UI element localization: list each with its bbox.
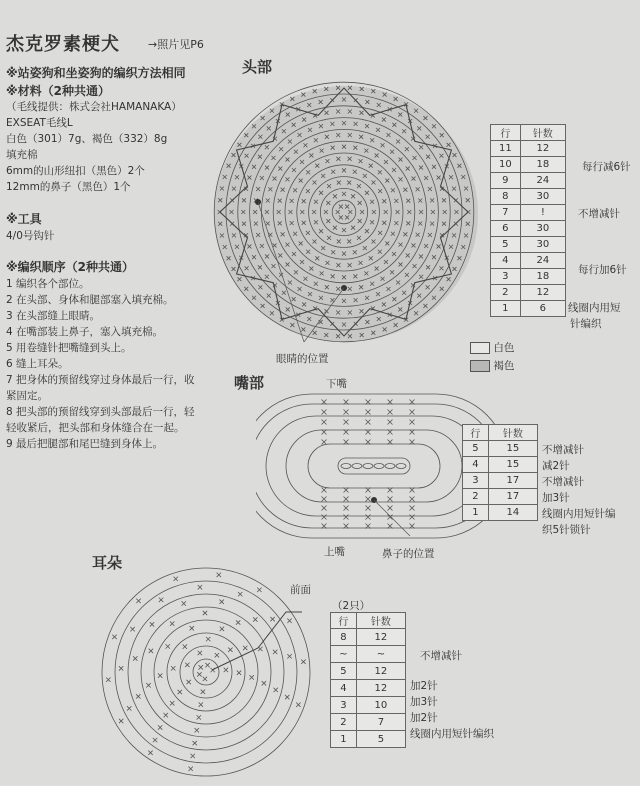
table-row (491, 221, 566, 237)
table-row (331, 680, 406, 697)
row-number-cell: ~ (331, 646, 357, 663)
table-row (491, 269, 566, 285)
col-header-stitches: 针数 (356, 613, 405, 629)
stitch-mark (238, 592, 242, 596)
nose-position-label: 鼻子的位置 (382, 548, 435, 560)
step-item: 8 把头部的预留线穿到头部最后一行，轻 (6, 406, 195, 418)
stitch-mark (193, 741, 197, 745)
head-row-table (490, 124, 566, 317)
stitch-count-cell: 17 (488, 473, 537, 489)
stitch-mark (133, 656, 137, 660)
stitch-mark (158, 673, 162, 677)
stitch-mark (322, 410, 327, 415)
step-item: 5 用卷缝针把嘴缝到头上。 (6, 342, 132, 354)
legend-white-label: 白色 (493, 342, 515, 354)
steps-heading: ※编织顺序（2种共通） (6, 260, 135, 274)
table-row (491, 237, 566, 253)
stitch-count-cell: 30 (520, 221, 565, 237)
legend-brown-label: 褐色 (493, 360, 515, 372)
round-ring (141, 607, 271, 737)
stitch-mark (237, 671, 241, 675)
stitch-mark (388, 420, 393, 425)
row-number-cell: 2 (491, 285, 521, 301)
materials-line: 白色（301）7g、褐色（332）8g (6, 133, 168, 145)
stitch-mark (166, 644, 170, 648)
ear-note: 加2针 (410, 680, 438, 692)
stitch-count-cell: ~ (356, 646, 405, 663)
stitch-count-cell: 12 (520, 285, 565, 301)
stitch-mark (190, 626, 194, 630)
stitch-count-cell: 15 (488, 457, 537, 473)
stitch-mark (171, 666, 175, 670)
stitch-mark (301, 660, 305, 664)
stitch-mark (174, 577, 178, 581)
stitch-mark (344, 515, 349, 520)
table-row (491, 253, 566, 269)
row-number-cell: 1 (491, 301, 521, 317)
table-row (463, 473, 538, 489)
stitch-mark (146, 683, 150, 687)
stitch-mark (344, 497, 349, 502)
mouth-top-label: 下嘴 (326, 378, 347, 390)
stitch-count-cell: 7 (356, 714, 405, 731)
step-item: 4 在嘴部装上鼻子，塞入填充棉。 (6, 326, 164, 338)
stitch-mark (322, 440, 327, 445)
ear-crochet-diagram (96, 562, 316, 784)
table-row (331, 697, 406, 714)
stitch-mark (159, 598, 163, 602)
stitch-mark (388, 506, 393, 511)
stitch-mark (186, 680, 190, 684)
stitch-mark (153, 738, 157, 742)
row-number-cell: 11 (491, 141, 521, 157)
row-number-cell: 6 (491, 221, 521, 237)
stitch-mark (198, 585, 202, 589)
stitch-mark (322, 420, 327, 425)
chain-stitch (396, 464, 406, 469)
stitch-mark (215, 653, 219, 657)
ear-quantity: （2只） (332, 600, 371, 612)
stitch-mark (410, 515, 415, 520)
stitch-count-cell: 5 (356, 731, 405, 748)
materials-line: 6mm的山形纽扣（黑色）2个 (6, 165, 145, 177)
eye-position-label: 眼睛的位置 (276, 353, 329, 365)
mouth-bottom-label: 上嘴 (324, 546, 345, 558)
stitch-mark (164, 713, 168, 717)
stitch-mark (220, 600, 224, 604)
stitch-count-cell: 6 (520, 301, 565, 317)
stitch-count-cell: 12 (356, 663, 405, 680)
table-row (331, 646, 406, 663)
stitch-mark (236, 620, 240, 624)
stitch-mark (224, 668, 228, 672)
stitch-mark (119, 666, 123, 670)
stitch-mark (410, 497, 415, 502)
stitch-mark (191, 754, 195, 758)
stitch-count-cell: 12 (356, 680, 405, 697)
stitch-mark (296, 703, 300, 707)
stitch-mark (344, 410, 349, 415)
stitch-mark (217, 573, 221, 577)
chain-stitch (385, 464, 395, 469)
col-header-stitches: 针数 (520, 125, 565, 141)
stitch-mark (410, 410, 415, 415)
stitch-mark (257, 588, 261, 592)
mouth-note: 加3针 (542, 492, 570, 504)
materials-line: 12mm的鼻子（黑色）1个 (6, 181, 131, 193)
stitch-mark (274, 688, 278, 692)
table-row (491, 189, 566, 205)
table-row (491, 141, 566, 157)
stitch-count-cell: 24 (520, 173, 565, 189)
ear-note: 不增减针 (420, 650, 462, 662)
stitch-mark (199, 702, 203, 706)
mouth-row-table (462, 424, 538, 521)
stitch-mark (366, 497, 371, 502)
col-header-row: 行 (331, 613, 357, 629)
stitch-mark (388, 410, 393, 415)
stitch-mark (287, 654, 291, 658)
stitch-mark (243, 646, 247, 650)
head-note-decrease: 每行减6针 (582, 161, 631, 173)
materials-heading: ※材料（2种共通） (6, 84, 111, 98)
stitch-mark (112, 635, 116, 639)
stitch-mark (205, 663, 209, 667)
stitch-mark (322, 497, 327, 502)
stitch-mark (198, 651, 202, 655)
stitch-mark (158, 725, 162, 729)
chain-stitch (341, 464, 351, 469)
ear-label: 耳朵 (92, 554, 123, 572)
col-header-row: 行 (491, 125, 521, 141)
step-item: 6 缝上耳朵。 (6, 358, 69, 370)
nose-leader-line (374, 500, 410, 536)
materials-line: （毛线提供：株式会社HAMANAKA） (6, 101, 182, 113)
stitch-mark (199, 665, 203, 669)
stitch-mark (148, 751, 152, 755)
table-row (463, 441, 538, 457)
stitch-mark (136, 599, 140, 603)
mouth-note: 线圈内用短针编 (542, 508, 616, 520)
row-number-cell: 8 (491, 189, 521, 205)
stitch-mark (249, 675, 253, 679)
stitch-count-cell: 24 (520, 253, 565, 269)
page-title: 杰克罗素梗犬 (6, 34, 120, 55)
stitch-mark (287, 619, 291, 623)
step-item: 9 最后把腿部和尾巴缝到身体上。 (6, 438, 164, 450)
white-swatch-icon (470, 342, 490, 354)
ear-note: 线圈内用短针编织 (410, 728, 494, 740)
stitch-count-cell: 18 (520, 157, 565, 173)
row-number-cell: 7 (491, 205, 521, 221)
stitch-mark (183, 644, 187, 648)
stitch-mark (273, 650, 277, 654)
legend-brown (470, 358, 514, 373)
stitch-count-cell: 12 (356, 629, 405, 646)
mouth-label: 嘴部 (234, 374, 265, 392)
stitch-count-cell: ! (520, 205, 565, 221)
round-ring (167, 633, 245, 711)
step-item: 7 把身体的预留线穿过身体最后一行，收 (6, 374, 195, 386)
stitch-mark (285, 695, 289, 699)
head-note-ring-2: 针编织 (570, 318, 602, 330)
row-number-cell: 2 (463, 489, 489, 505)
method-note: ※站姿狗和坐姿狗的编织方法相同 (6, 66, 186, 80)
tools-heading: ※工具 (6, 212, 42, 226)
row-number-cell: 4 (331, 680, 357, 697)
stitch-mark (149, 649, 153, 653)
stitch-mark (136, 694, 140, 698)
chain-stitch (363, 464, 373, 469)
stitch-mark (206, 637, 210, 641)
row-number-cell: 9 (491, 173, 521, 189)
stitch-count-cell: 15 (488, 441, 537, 457)
stitch-mark (201, 690, 205, 694)
round-ring (102, 568, 310, 776)
stitch-mark (203, 611, 207, 615)
table-row (331, 629, 406, 646)
table-row (491, 205, 566, 221)
stitch-mark (185, 663, 189, 667)
chain-stitch (352, 464, 362, 469)
steps-list (6, 276, 195, 452)
materials-line: 填充棉 (6, 149, 38, 161)
step-item: 3 在头部缝上眼睛。 (6, 310, 101, 322)
table-row (331, 731, 406, 748)
table-row (491, 173, 566, 189)
stitch-mark (220, 627, 224, 631)
stitch-mark (127, 706, 131, 710)
stitch-mark (322, 515, 327, 520)
table-row (491, 285, 566, 301)
col-header-stitches: 针数 (488, 425, 537, 441)
row-number-cell: 5 (331, 663, 357, 680)
stitch-mark (344, 420, 349, 425)
mouth-note: 减2针 (542, 460, 570, 472)
step-item: 轻收紧后，把头部和身体缝合在一起。 (6, 422, 185, 434)
stitch-mark (366, 515, 371, 520)
stitch-mark (366, 420, 371, 425)
stitch-mark (130, 627, 134, 631)
head-crochet-diagram (196, 74, 486, 346)
stitch-mark (170, 701, 174, 705)
stitch-count-cell: 30 (520, 237, 565, 253)
ear-front-label: 前面 (290, 584, 311, 596)
row-number-cell: 10 (491, 157, 521, 173)
stitch-count-cell: 17 (488, 489, 537, 505)
step-item: 紧固定。 (6, 390, 48, 402)
photo-reference: →照片见P6 (148, 38, 204, 51)
stitch-mark (366, 506, 371, 511)
row-number-cell: 3 (331, 697, 357, 714)
stitch-mark (170, 621, 174, 625)
row-number-cell: 1 (331, 731, 357, 748)
stitch-count-cell: 12 (520, 141, 565, 157)
table-row (491, 301, 566, 317)
legend-white (470, 340, 514, 355)
stitch-mark (178, 690, 182, 694)
mouth-note: 不增减针 (542, 476, 584, 488)
stitch-count-cell: 18 (520, 269, 565, 285)
stitch-mark (388, 515, 393, 520)
row-number-cell: 1 (463, 505, 489, 521)
col-header-row: 行 (463, 425, 489, 441)
row-number-cell: 3 (463, 473, 489, 489)
step-item: 1 编织各个部位。 (6, 278, 90, 290)
head-label: 头部 (242, 58, 273, 76)
row-number-cell: 4 (491, 253, 521, 269)
row-number-cell: 2 (331, 714, 357, 731)
mouth-note: 织5针锁针 (542, 524, 591, 536)
stitch-count-cell: 14 (488, 505, 537, 521)
stitch-mark (410, 506, 415, 511)
ear-note: 加3针 (410, 696, 438, 708)
stitch-mark (410, 420, 415, 425)
stitch-mark (182, 601, 186, 605)
chain-stitch (374, 464, 384, 469)
stitch-count-cell: 30 (520, 189, 565, 205)
row-number-cell: 4 (463, 457, 489, 473)
round-ring (154, 620, 258, 724)
row-number-cell: 8 (331, 629, 357, 646)
stitch-mark (322, 488, 327, 493)
row-number-cell: 3 (491, 269, 521, 285)
head-note-increase: 每行加6针 (578, 264, 627, 276)
stitch-mark (366, 410, 371, 415)
table-row (463, 489, 538, 505)
row-number-cell: 5 (463, 441, 489, 457)
row-number-cell: 5 (491, 237, 521, 253)
stitch-mark (188, 767, 192, 771)
stitch-mark (262, 681, 266, 685)
table-row (331, 714, 406, 731)
head-note-ring: 线圈内用短 (568, 302, 621, 314)
ear-row-table (330, 612, 406, 748)
stitch-mark (203, 677, 207, 681)
stitch-count-cell: 10 (356, 697, 405, 714)
materials-line: EXSEAT毛线L (6, 117, 73, 129)
round-ring (115, 581, 297, 763)
materials-list (6, 99, 182, 195)
ear-note: 加2针 (410, 712, 438, 724)
stitch-mark (197, 715, 201, 719)
table-row (463, 505, 538, 521)
stitch-mark (388, 497, 393, 502)
mouth-note: 不增减针 (542, 444, 584, 456)
brown-swatch-icon (470, 360, 490, 372)
stitch-mark (106, 677, 110, 681)
stitch-mark (270, 617, 274, 621)
stitch-mark (119, 719, 123, 723)
stitch-mark (228, 648, 232, 652)
stitch-mark (197, 672, 201, 676)
stitch-mark (253, 617, 257, 621)
stitch-mark (150, 622, 154, 626)
table-row (491, 157, 566, 173)
round-ring (128, 594, 284, 750)
stitch-mark (195, 728, 199, 732)
tools-line: 4/0号钩针 (6, 230, 55, 242)
head-note-no-change: 不增减针 (578, 208, 620, 220)
step-item: 2 在头部、身体和腿部塞入填充棉。 (6, 294, 174, 306)
stitch-mark (344, 506, 349, 511)
table-row (331, 663, 406, 680)
stitch-mark (322, 506, 327, 511)
table-row (463, 457, 538, 473)
